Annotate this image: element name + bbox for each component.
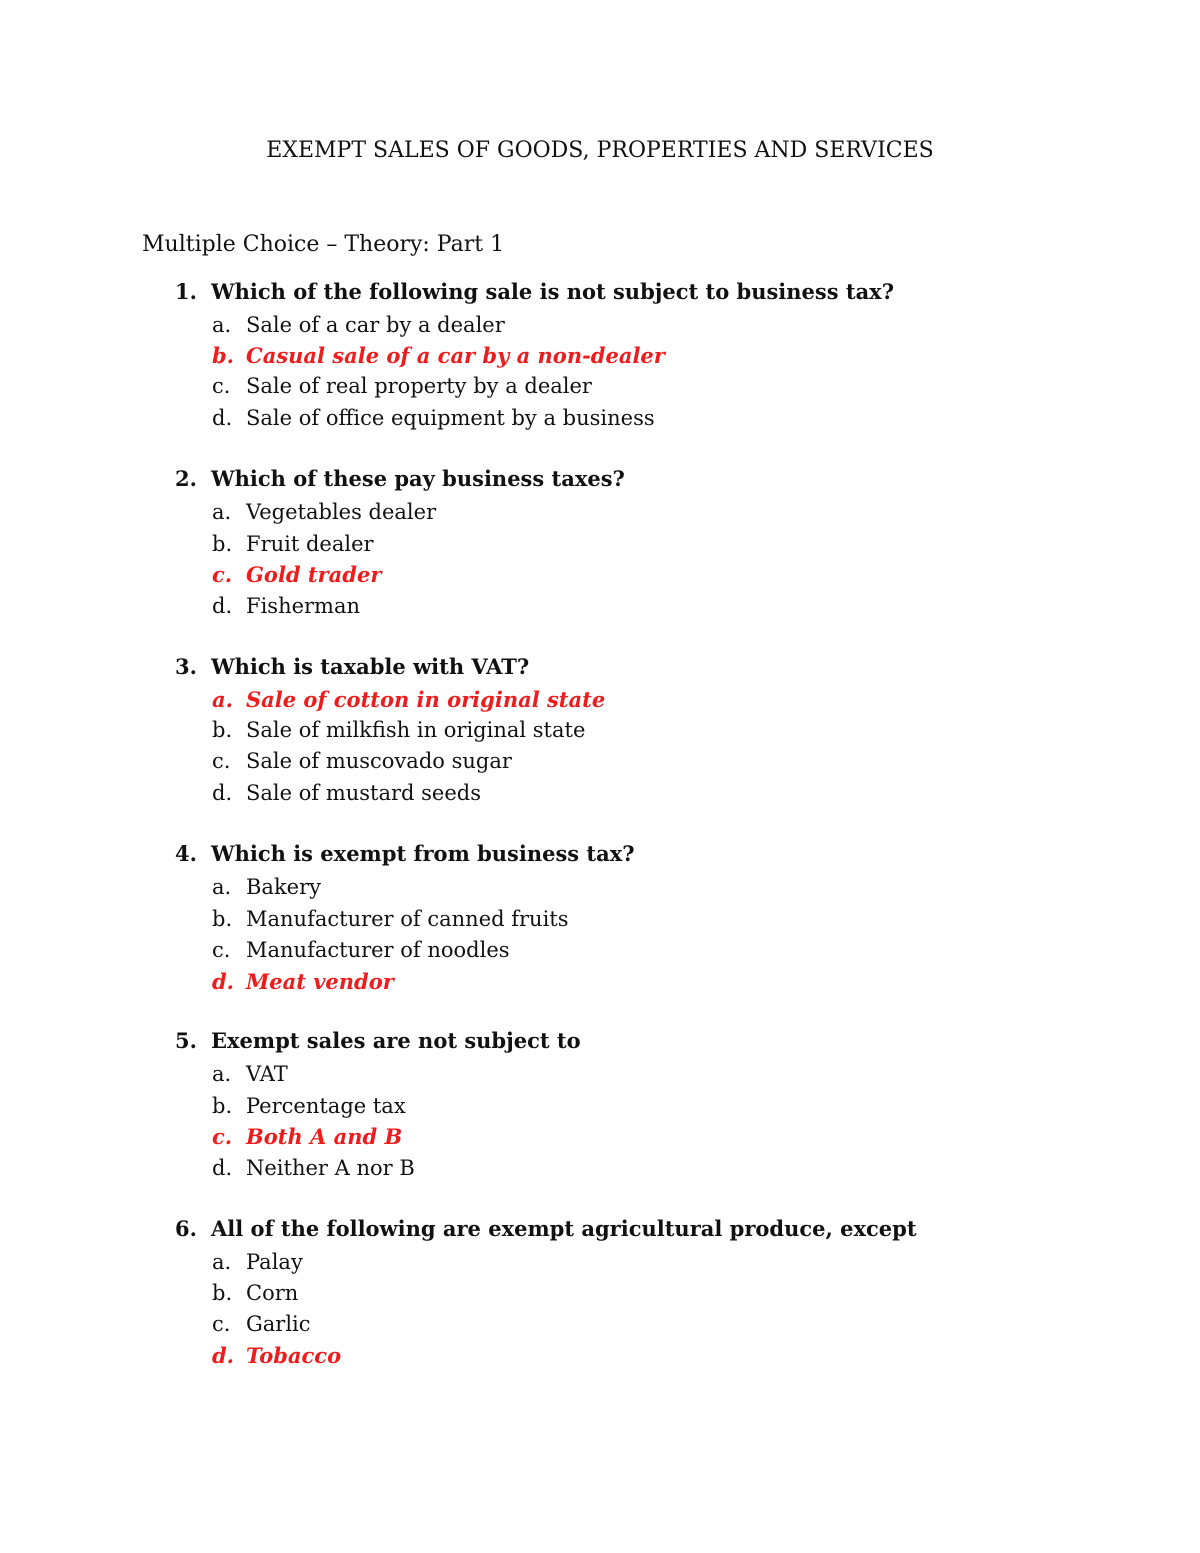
option-text: Manufacturer of noodles	[246, 938, 510, 962]
option-letter: d.	[212, 781, 233, 805]
option-d	[212, 406, 655, 430]
question-text: All of the following are exempt agricultural produce, except	[211, 1216, 917, 1241]
option-d	[212, 781, 481, 805]
question-stem	[175, 1028, 581, 1053]
question-number: 3.	[175, 654, 197, 679]
option-b	[212, 532, 374, 556]
option-text: Sale of milkfish in original state	[246, 718, 586, 742]
option-a	[212, 875, 321, 899]
option-letter: a.	[212, 313, 232, 337]
question-text: Which is taxable with VAT?	[211, 654, 530, 679]
option-letter: a.	[212, 687, 233, 712]
option-b	[212, 1281, 298, 1305]
option-text: Both A and B	[246, 1124, 403, 1149]
option-letter: d.	[212, 969, 234, 994]
option-a	[212, 500, 436, 524]
option-c-answer	[212, 1124, 402, 1149]
option-text: VAT	[246, 1062, 288, 1086]
option-letter: b.	[212, 1281, 233, 1305]
option-text: Fisherman	[246, 594, 361, 618]
question-stem	[175, 1216, 917, 1241]
option-text: Sale of muscovado sugar	[246, 749, 512, 773]
option-letter: d.	[212, 1156, 233, 1180]
question-stem	[175, 654, 529, 679]
question-stem	[175, 279, 894, 304]
document-title: EXEMPT SALES OF GOODS, PROPERTIES AND SERVICES	[266, 138, 934, 163]
option-text: Sale of mustard seeds	[246, 781, 481, 805]
question-stem	[175, 466, 625, 491]
option-letter: c.	[212, 938, 231, 962]
question-number: 4.	[175, 841, 197, 866]
option-text: Sale of cotton in original state	[246, 687, 606, 712]
option-b	[212, 907, 569, 931]
option-text: Tobacco	[246, 1343, 342, 1368]
option-letter: b.	[212, 718, 233, 742]
option-text: Manufacturer of canned fruits	[246, 907, 569, 931]
option-c	[212, 749, 512, 773]
option-letter: a.	[212, 875, 232, 899]
option-letter: c.	[212, 1124, 233, 1149]
option-c	[212, 938, 510, 962]
option-letter: a.	[212, 500, 232, 524]
question-stem	[175, 841, 635, 866]
option-a	[212, 1250, 303, 1274]
option-a	[212, 1062, 288, 1086]
option-c	[212, 1312, 311, 1336]
option-letter: d.	[212, 1343, 234, 1368]
option-letter: c.	[212, 749, 231, 773]
option-text: Garlic	[246, 1312, 311, 1336]
option-b-answer	[212, 343, 665, 368]
option-letter: c.	[212, 1312, 231, 1336]
question-number: 5.	[175, 1028, 197, 1053]
option-text: Vegetables dealer	[246, 500, 437, 524]
option-a-answer	[212, 687, 605, 712]
option-letter: c.	[212, 562, 233, 587]
question-text: Which of the following sale is not subject to business tax?	[211, 279, 895, 304]
option-letter: a.	[212, 1062, 232, 1086]
option-letter: b.	[212, 907, 233, 931]
option-b	[212, 1094, 406, 1118]
option-b	[212, 718, 585, 742]
option-d	[212, 1156, 415, 1180]
option-text: Sale of a car by a dealer	[246, 313, 505, 337]
question-text: Which of these pay business taxes?	[211, 466, 625, 491]
option-letter: a.	[212, 1250, 232, 1274]
option-letter: d.	[212, 594, 233, 618]
question-text: Which is exempt from business tax?	[211, 841, 635, 866]
option-text: Corn	[246, 1281, 299, 1305]
option-letter: c.	[212, 374, 231, 398]
option-letter: d.	[212, 406, 233, 430]
option-c	[212, 374, 592, 398]
option-text: Sale of office equipment by a business	[246, 406, 655, 430]
option-text: Fruit dealer	[246, 532, 374, 556]
question-number: 6.	[175, 1216, 197, 1241]
option-a	[212, 313, 505, 337]
option-d-answer	[212, 1343, 341, 1368]
option-d	[212, 594, 360, 618]
option-c-answer	[212, 562, 381, 587]
question-number: 1.	[175, 279, 197, 304]
option-text: Gold trader	[246, 562, 382, 587]
option-letter: b.	[212, 343, 234, 368]
option-text: Palay	[246, 1250, 303, 1274]
option-text: Percentage tax	[246, 1094, 406, 1118]
option-text: Meat vendor	[246, 969, 394, 994]
section-heading: Multiple Choice – Theory: Part 1	[142, 232, 505, 257]
option-letter: b.	[212, 532, 233, 556]
option-text: Sale of real property by a dealer	[246, 374, 592, 398]
option-text: Casual sale of a car by a non-dealer	[246, 343, 665, 368]
option-letter: b.	[212, 1094, 233, 1118]
option-d-answer	[212, 969, 394, 994]
option-text: Neither A nor B	[246, 1156, 415, 1180]
question-text: Exempt sales are not subject to	[211, 1028, 581, 1053]
question-number: 2.	[175, 466, 197, 491]
option-text: Bakery	[246, 875, 322, 899]
